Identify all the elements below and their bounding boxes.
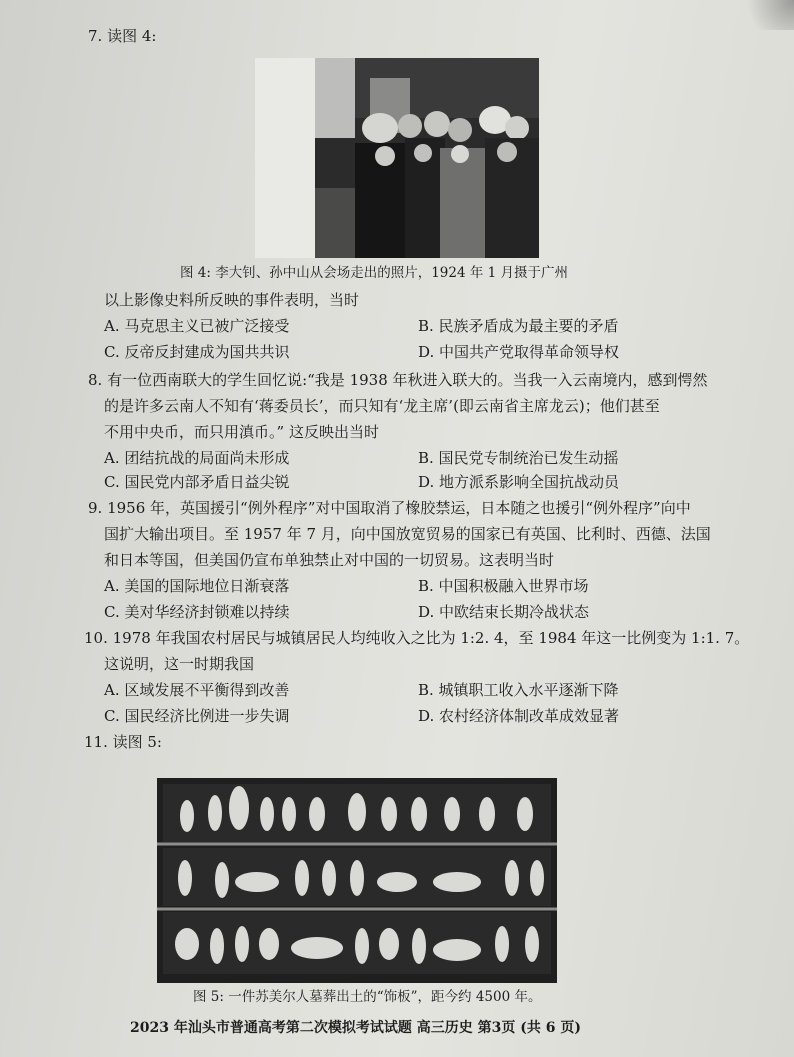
q8-option-c: C. 国民党内部矛盾日益尖锐 (104, 473, 290, 491)
figure-4-photo-graphic (255, 58, 539, 258)
q8-line-2: 的是许多云南人不知有‘蒋委员长’，而只知有‘龙主席’(即云南省主席龙云)；他们甚至 (104, 397, 660, 415)
q8-option-a: A. 团结抗战的局面尚未形成 (104, 449, 290, 467)
q7-option-a: A. 马克思主义已被广泛接受 (104, 317, 290, 335)
figure-5-caption: 图 5: 一件苏美尔人墓葬出土的“饰板”，距今约 4500 年。 (193, 989, 542, 1005)
figure-4-photo (255, 58, 539, 258)
q9-option-b: B. 中国积极融入世界市场 (418, 577, 589, 595)
q7-option-b: B. 民族矛盾成为最主要的矛盾 (418, 317, 619, 335)
q8-line-1: 8. 有一位西南联大的学生回忆说:“我是 1938 年秋进入联大的。当我一入云南境内，感到愕然 (88, 371, 708, 389)
q7-option-d: D. 中国共产党取得革命领导权 (418, 343, 620, 361)
q9-option-d: D. 中欧结束长期冷战状态 (418, 603, 590, 621)
q11-stem: 11. 读图 5: (84, 733, 162, 751)
figure-5-photo (157, 778, 557, 983)
page-corner-shadow (734, 0, 794, 30)
q9-line-3: 和日本等国，但美国仍宣布单独禁止对中国的一切贸易。这表明当时 (104, 551, 555, 569)
q10-option-d: D. 农村经济体制改革成效显著 (418, 707, 620, 725)
page-footer: 2023 年汕头市普通高考第二次模拟考试试题 高三历史 第3页 (共 6 页) (130, 1020, 581, 1036)
q10-line-1: 10. 1978 年我国农村居民与城镇居民人均纯收入之比为 1:2. 4，至 1984 年这一比例变为 1:1. 7。 (84, 629, 750, 647)
q7-option-c: C. 反帝反封建成为国共共识 (104, 343, 290, 361)
q9-line-2: 国扩大输出项目。至 1957 年 7 月，向中国放宽贸易的国家已有英国、比利时、西德、法国 (104, 525, 711, 543)
q7-stem: 7. 读图 4: (88, 27, 157, 45)
q8-line-3: 不用中央币，而只用滇币。” 这反映出当时 (104, 423, 379, 441)
q7-question: 以上影像史料所反映的事件表明，当时 (104, 291, 360, 309)
q8-option-d: D. 地方派系影响全国抗战动员 (418, 473, 620, 491)
q9-line-1: 9. 1956 年，英国援引“例外程序”对中国取消了橡胶禁运，日本随之也援引“例外程序”向中 (88, 499, 691, 517)
q8-option-b: B. 国民党专制统治已发生动摇 (418, 449, 619, 467)
q10-option-a: A. 区域发展不平衡得到改善 (104, 681, 290, 699)
figure-4-caption: 图 4: 李大钊、孙中山从会场走出的照片，1924 年 1 月摄于广州 (180, 265, 569, 281)
q10-line-2: 这说明，这一时期我国 (104, 655, 255, 673)
figure-5-photo-graphic (157, 778, 557, 983)
q9-option-a: A. 美国的国际地位日渐衰落 (104, 577, 290, 595)
q9-option-c: C. 美对华经济封锁难以持续 (104, 603, 290, 621)
q10-option-c: C. 国民经济比例进一步失调 (104, 707, 290, 725)
q10-option-b: B. 城镇职工收入水平逐渐下降 (418, 681, 619, 699)
